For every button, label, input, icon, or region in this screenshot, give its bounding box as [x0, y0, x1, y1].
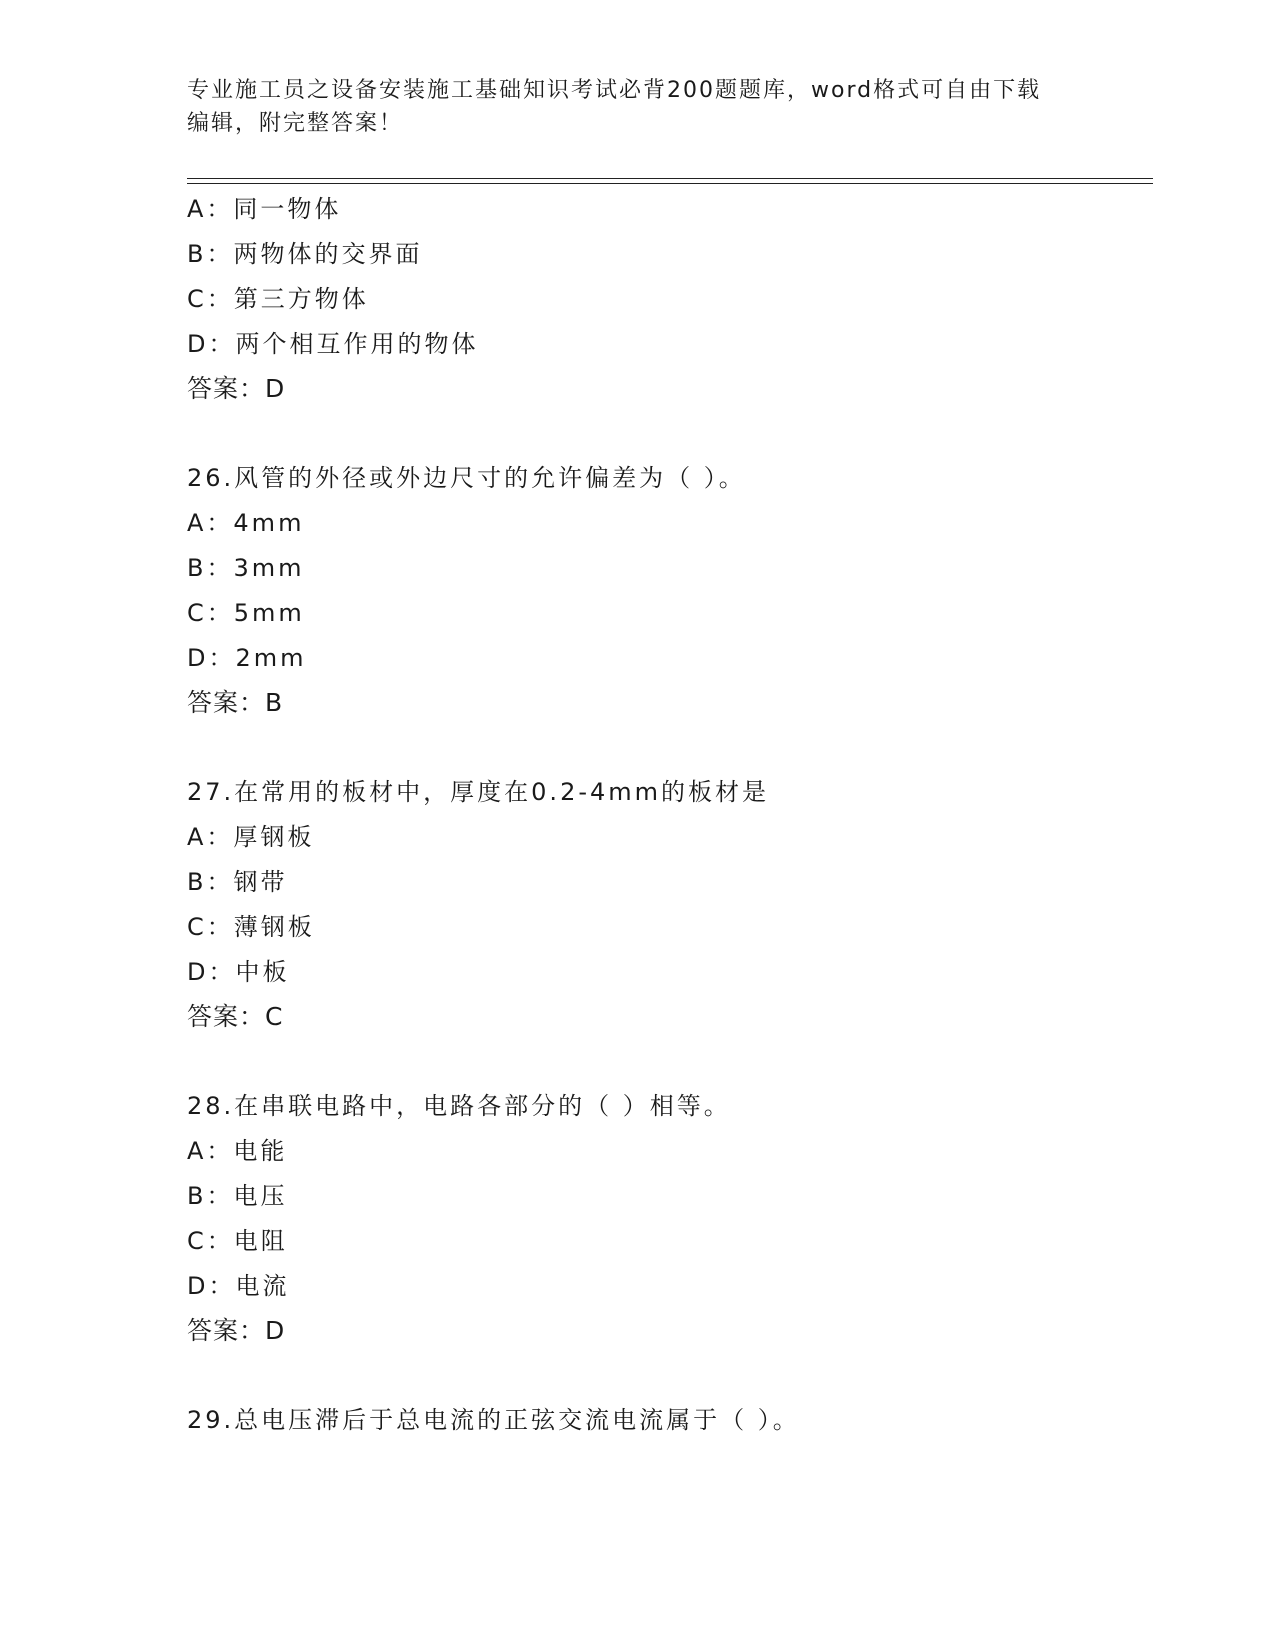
q27-question: 27.在常用的板材中，厚度在0.2-4mm的板材是 [187, 778, 770, 806]
q26-option-d: D：2mm [187, 644, 307, 672]
q26-option-b: B：3mm [187, 554, 305, 582]
q25-option-d: D：两个相互作用的物体 [187, 330, 479, 358]
q28-option-c: C：电阻 [187, 1227, 288, 1255]
q25-option-c: C：第三方物体 [187, 285, 369, 313]
q26-option-c: C：5mm [187, 599, 305, 627]
q28-option-d: D：电流 [187, 1272, 290, 1300]
document-header [187, 74, 1087, 140]
q27-option-b: B：钢带 [187, 868, 288, 896]
q27-answer: 答案：C [187, 1002, 284, 1031]
q25-option-b: B：两物体的交界面 [187, 240, 423, 268]
q26-answer: 答案：B [187, 688, 284, 717]
q28-question: 28.在串联电路中，电路各部分的（ ）相等。 [187, 1092, 731, 1120]
q25-answer: 答案：D [187, 374, 286, 403]
header-line-1: 专业施工员之设备安装施工基础知识考试必背200题题库，word格式可自由下载 [187, 78, 1042, 103]
q28-option-a: A：电能 [187, 1137, 288, 1165]
q26-option-a: A：4mm [187, 509, 305, 537]
header-divider-bottom [187, 183, 1153, 184]
q27-option-d: D：中板 [187, 958, 290, 986]
q29-question: 29.总电压滞后于总电流的正弦交流电流属于（ ）。 [187, 1406, 800, 1434]
q27-option-c: C：薄钢板 [187, 913, 315, 941]
q28-answer: 答案：D [187, 1316, 286, 1345]
q27-option-a: A：厚钢板 [187, 823, 315, 851]
header-divider-top [187, 178, 1153, 179]
q26-question: 26.风管的外径或外边尺寸的允许偏差为（ ）。 [187, 464, 746, 492]
q28-option-b: B：电压 [187, 1182, 288, 1210]
header-line-2: 编辑，附完整答案！ [187, 111, 404, 136]
q25-option-a: A：同一物体 [187, 195, 342, 223]
